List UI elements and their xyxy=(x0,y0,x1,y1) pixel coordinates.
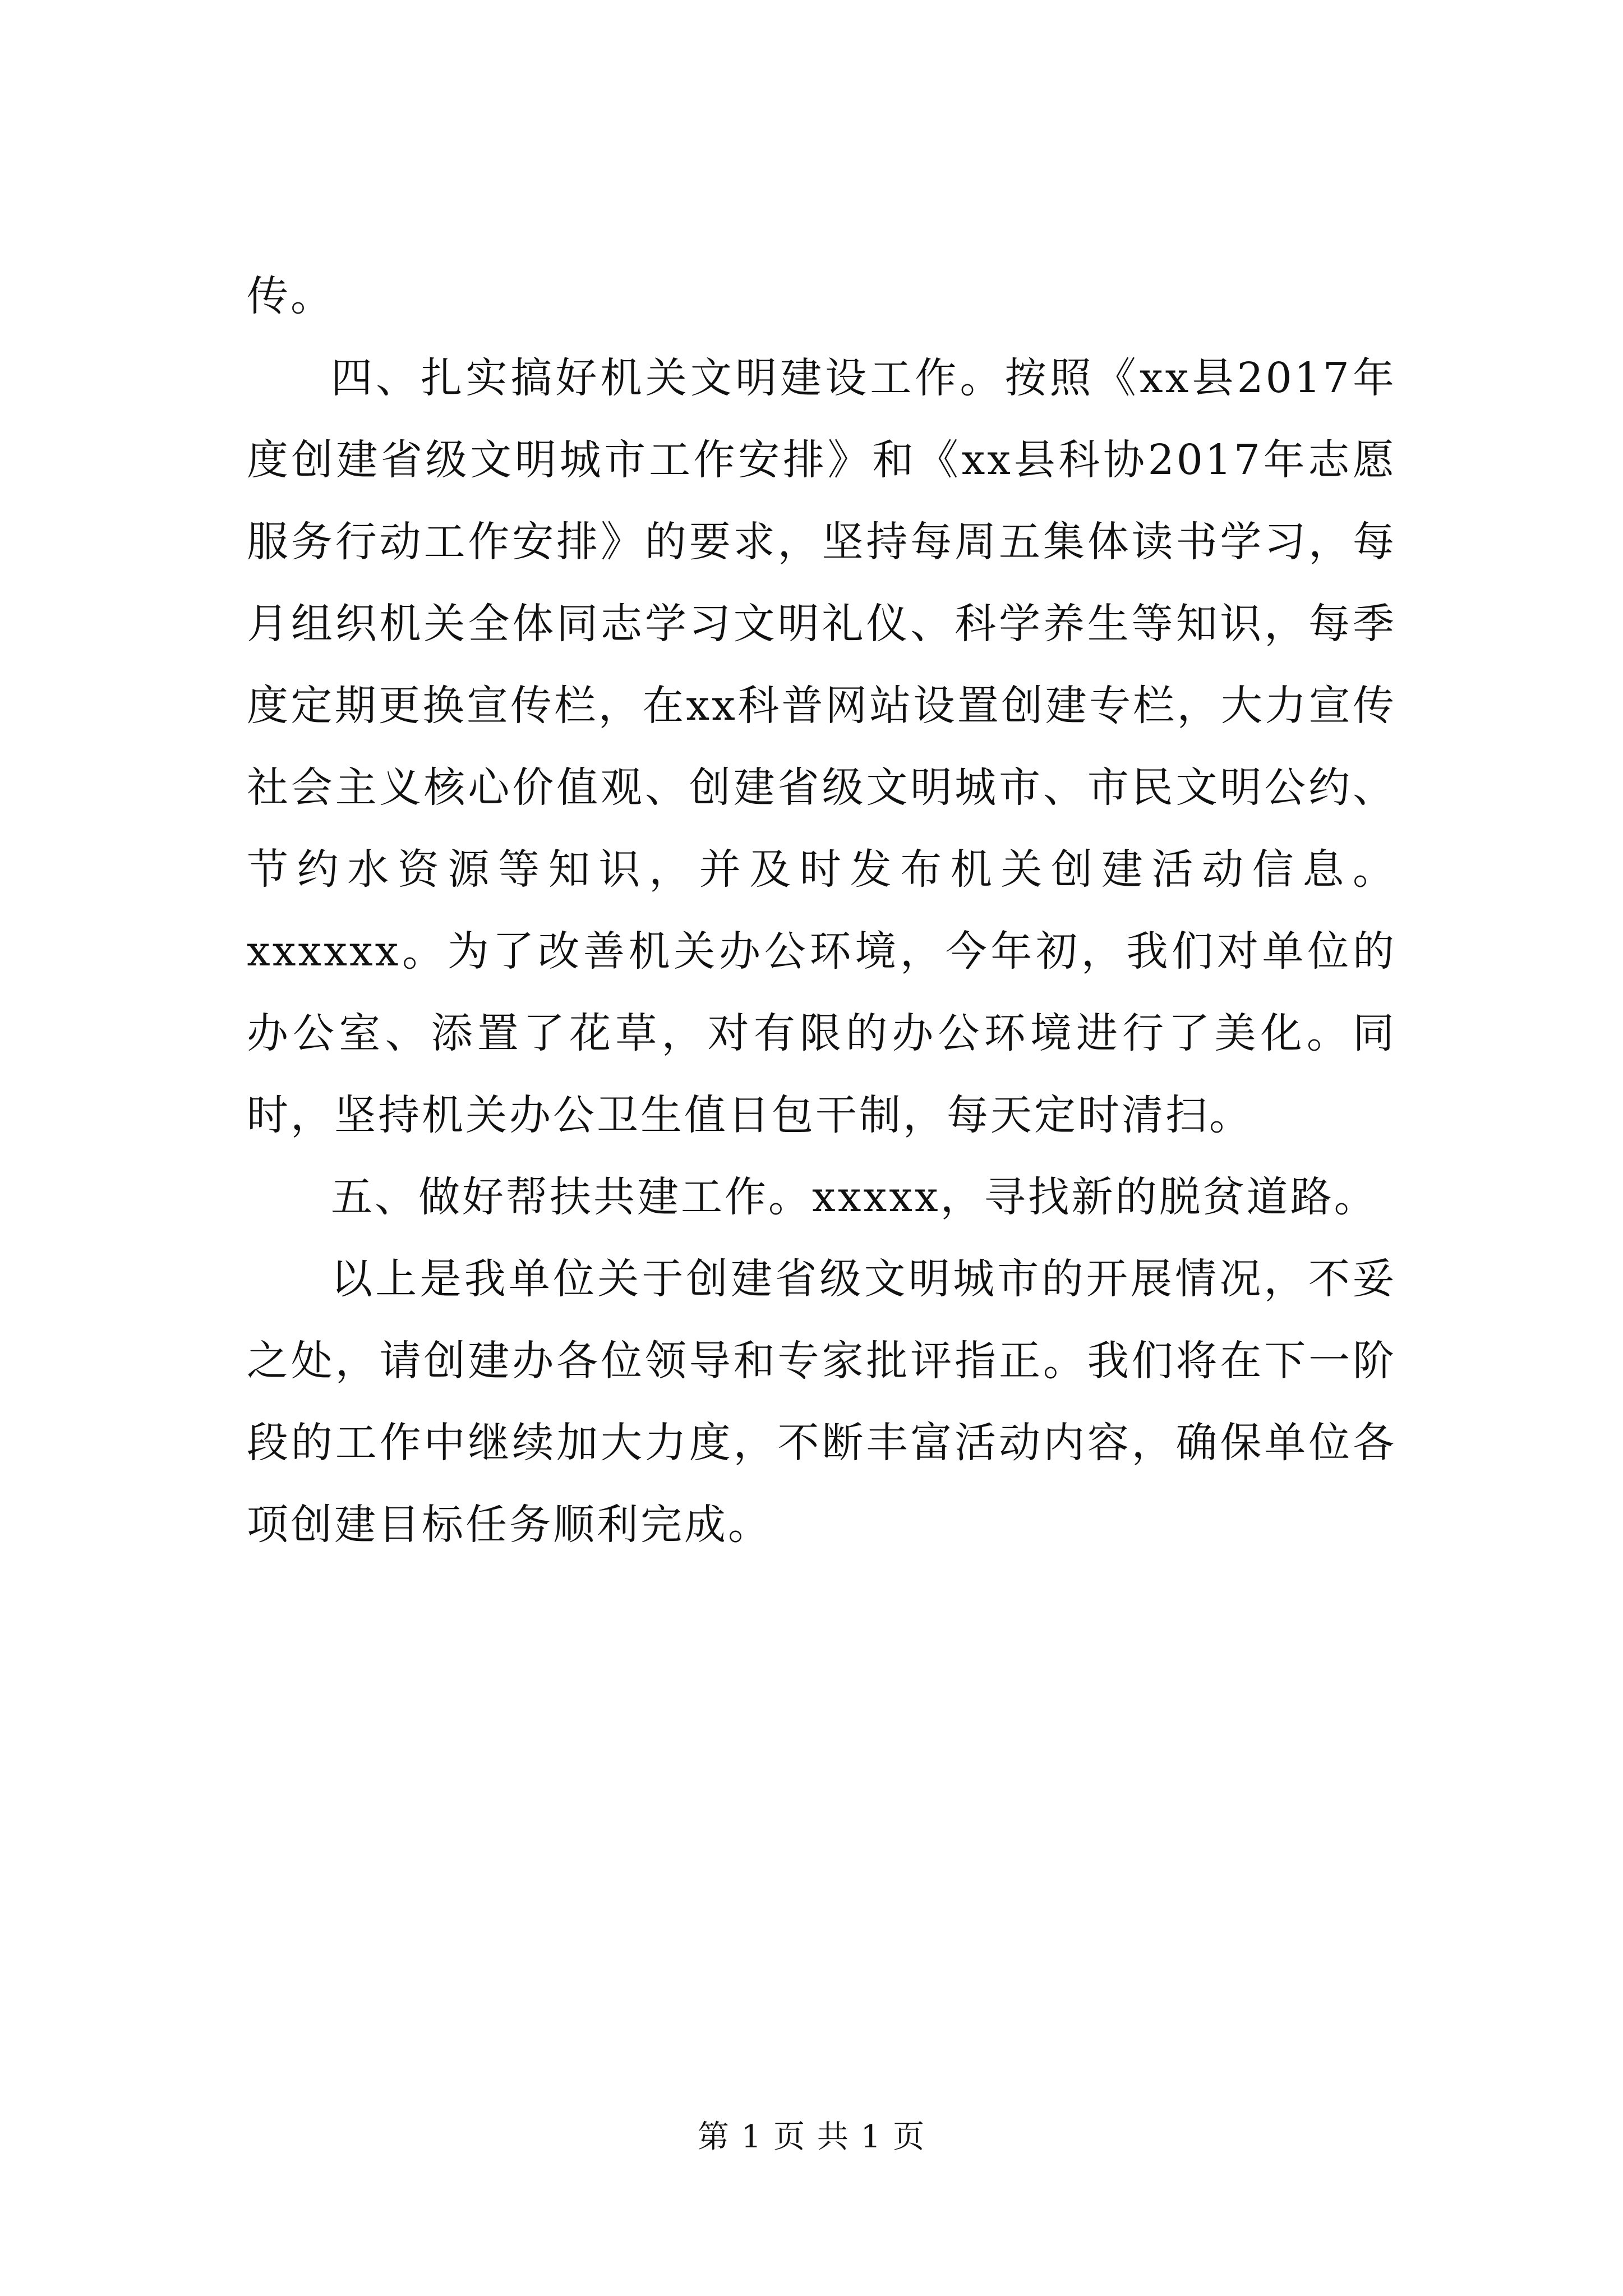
page-footer: 第 1 页 共 1 页 xyxy=(697,2119,926,2155)
paragraph-section-five: 五、做好帮扶共建工作。xxxxx，寻找新的脱贫道路。 xyxy=(331,1173,1378,1221)
document-body xyxy=(247,255,1396,1566)
paragraph-continuation: 传。 xyxy=(247,272,334,320)
paragraph-section-four: 四、扎实搞好机关文明建设工作。按照《xx县2017年度创建省级文明城市工作安排》和《xx县科协2017年志愿服务行动工作安排》的要求，坚持每周五集体读书学习，每月组织机关全体同志学习文明礼仪、科学养生等知识，每季度定期更换宣传栏，在xx科普网站设置创建专栏，大力宣传社会主义核心价值观、创建省级文明城市、市民文明公约、节约水资源等知识，并及时发布机关创建活动信息。xxxxxx。为了改善机关办公环境，今年初，我们对单位的办公室、添置了花草，对有限的办公环境进行了美化。同时，坚持机关办公卫生值日包干制，每天定时清扫。 xyxy=(247,354,1396,1139)
paragraph-conclusion: 以上是我单位关于创建省级文明城市的开展情况，不妥之处，请创建办各位领导和专家批评指正。我们将在下一阶段的工作中继续加大力度，不断丰富活动内容，确保单位各项创建目标任务顺利完成。 xyxy=(247,1255,1396,1549)
